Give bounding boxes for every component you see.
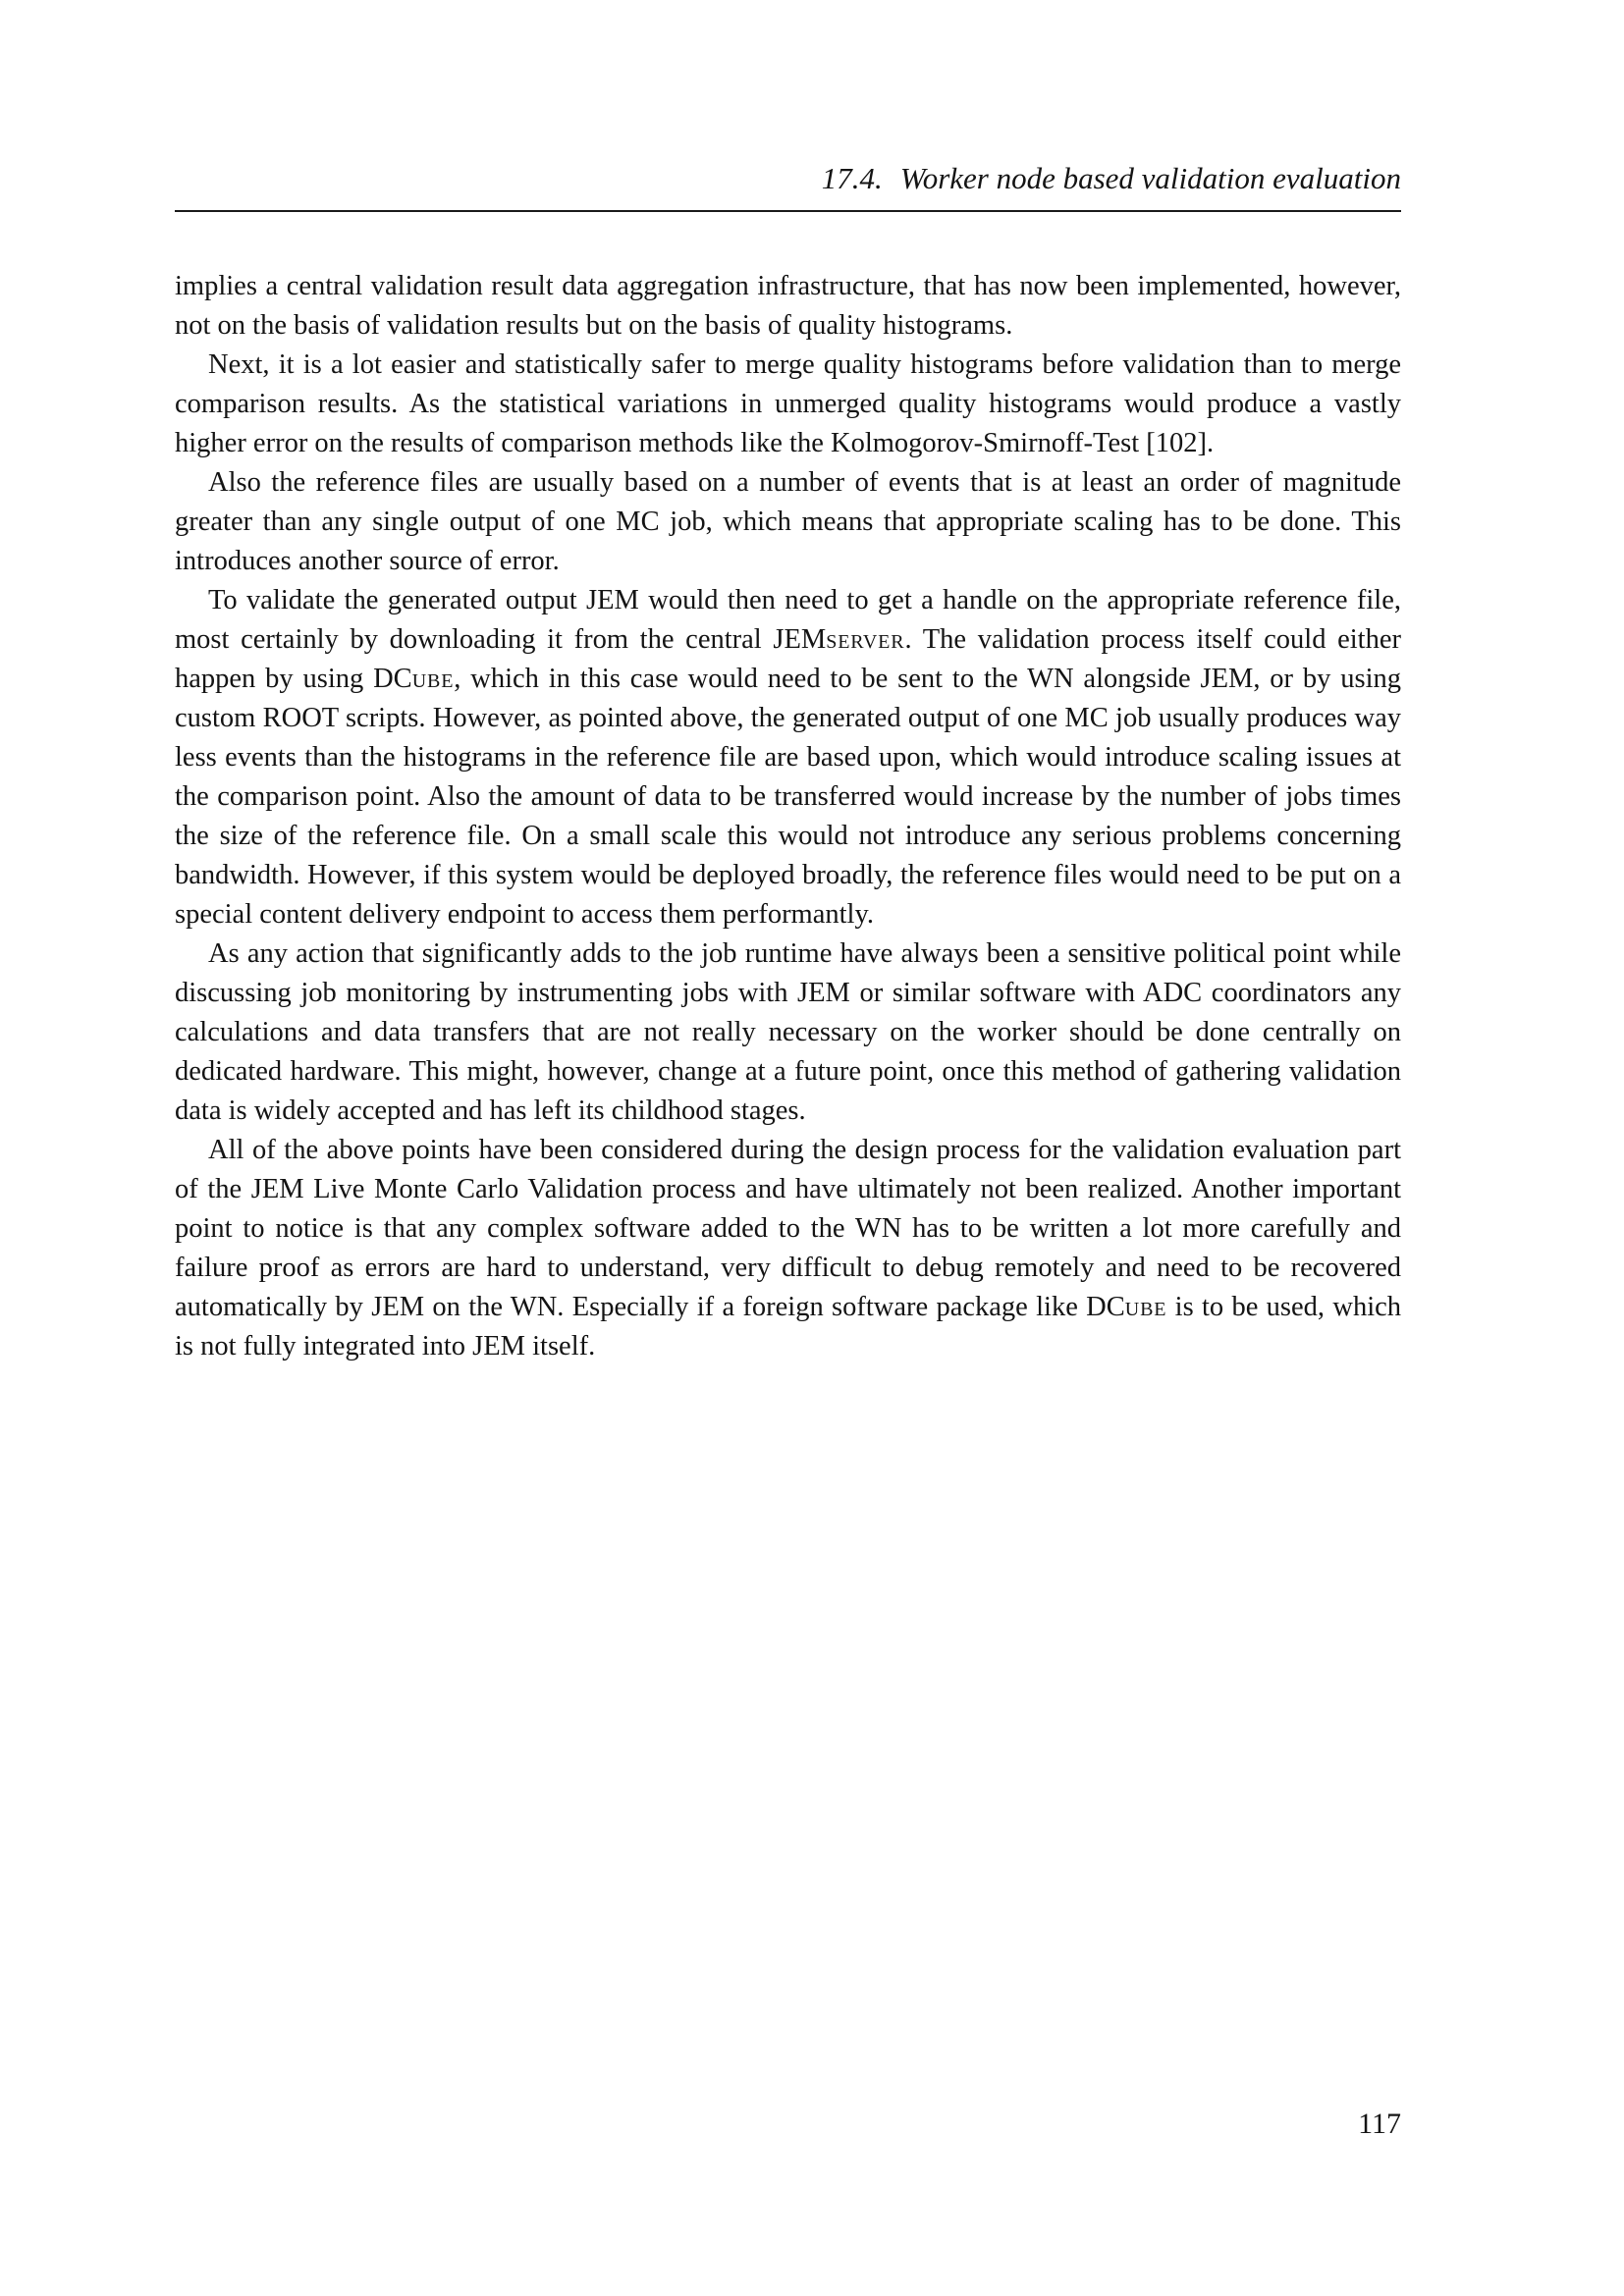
smallcaps-text: ube bbox=[1124, 1292, 1167, 1322]
body-text: Next, it is a lot easier and statistically safer to merge quality histograms before validation than to merge comparison results. As the statistical variations in unmerged quality histograms would produce a vastly higher error on the results of comparison methods like the Kolmogorov-Smirnoff-Test [102]. bbox=[175, 349, 1401, 458]
paragraph bbox=[175, 267, 1401, 346]
paragraph bbox=[175, 463, 1401, 581]
body-text: implies a central validation result data aggregation infrastructure, that has now been implemented, however, not on the basis of validation results but on the basis of quality histograms. bbox=[175, 271, 1401, 341]
running-header bbox=[175, 160, 1401, 197]
paragraph bbox=[175, 1131, 1401, 1366]
paragraph bbox=[175, 934, 1401, 1131]
body-text: is to be used, which is not fully integrated into JEM itself. bbox=[175, 1292, 1402, 1362]
body-text: . The validation process itself could either happen by using DC bbox=[175, 624, 1401, 694]
body-text: , which in this case would need to be sent to the WN alongside JEM, or by using custom ROOT scripts. However, as pointed above, the generated output of one MC job usually produces way less events than the histograms in the reference file are based upon, which would introduce scaling issues at the comparison point. Also the amount of data to be transferred would increase by the number of jobs times the size of the reference file. On a small scale this would not introduce any serious problems concerning bandwidth. However, if this system would be deployed broadly, the reference files would need to be put on a special content delivery endpoint to access them performantly. bbox=[175, 664, 1401, 930]
section-number: 17.4. bbox=[821, 161, 883, 195]
header-rule bbox=[175, 210, 1401, 212]
page-number: 117 bbox=[1358, 2108, 1401, 2140]
smallcaps-text: server bbox=[826, 624, 905, 655]
section-title: Worker node based validation evaluation bbox=[899, 161, 1401, 195]
paragraph bbox=[175, 581, 1401, 934]
body-text: As any action that significantly adds to the job runtime have always been a sensitive political point while discussing job monitoring by instrumenting jobs with JEM or similar software with ADC coordinators any calculations and data transfers that are not really necessary on the worker should be done centrally on dedicated hardware. This might, however, change at a future point, once this method of gathering validation data is widely accepted and has left its childhood stages. bbox=[175, 938, 1401, 1126]
paragraph bbox=[175, 346, 1401, 463]
body-text: Also the reference files are usually based on a number of events that is at least an order of magnitude greater than any single output of one MC job, which means that appropriate scaling has to be done. This introduces another source of error. bbox=[175, 467, 1401, 576]
smallcaps-text: ube bbox=[411, 664, 455, 694]
body-text: All of the above points have been considered during the design process for the validation evaluation part of the JEM Live Monte Carlo Validation process and have ultimately not been realized. Another important point to notice is that any complex software added to the WN has to be written a lot more carefully and failure proof as errors are hard to understand, very difficult to debug remotely and need to be recovered automatically by JEM on the WN. Especially if a foreign software package like DC bbox=[175, 1135, 1401, 1322]
page-body bbox=[175, 267, 1401, 1366]
body-text: To validate the generated output JEM would then need to get a handle on the appropriate reference file, most certainly by downloading it from the central JEM bbox=[175, 585, 1401, 655]
